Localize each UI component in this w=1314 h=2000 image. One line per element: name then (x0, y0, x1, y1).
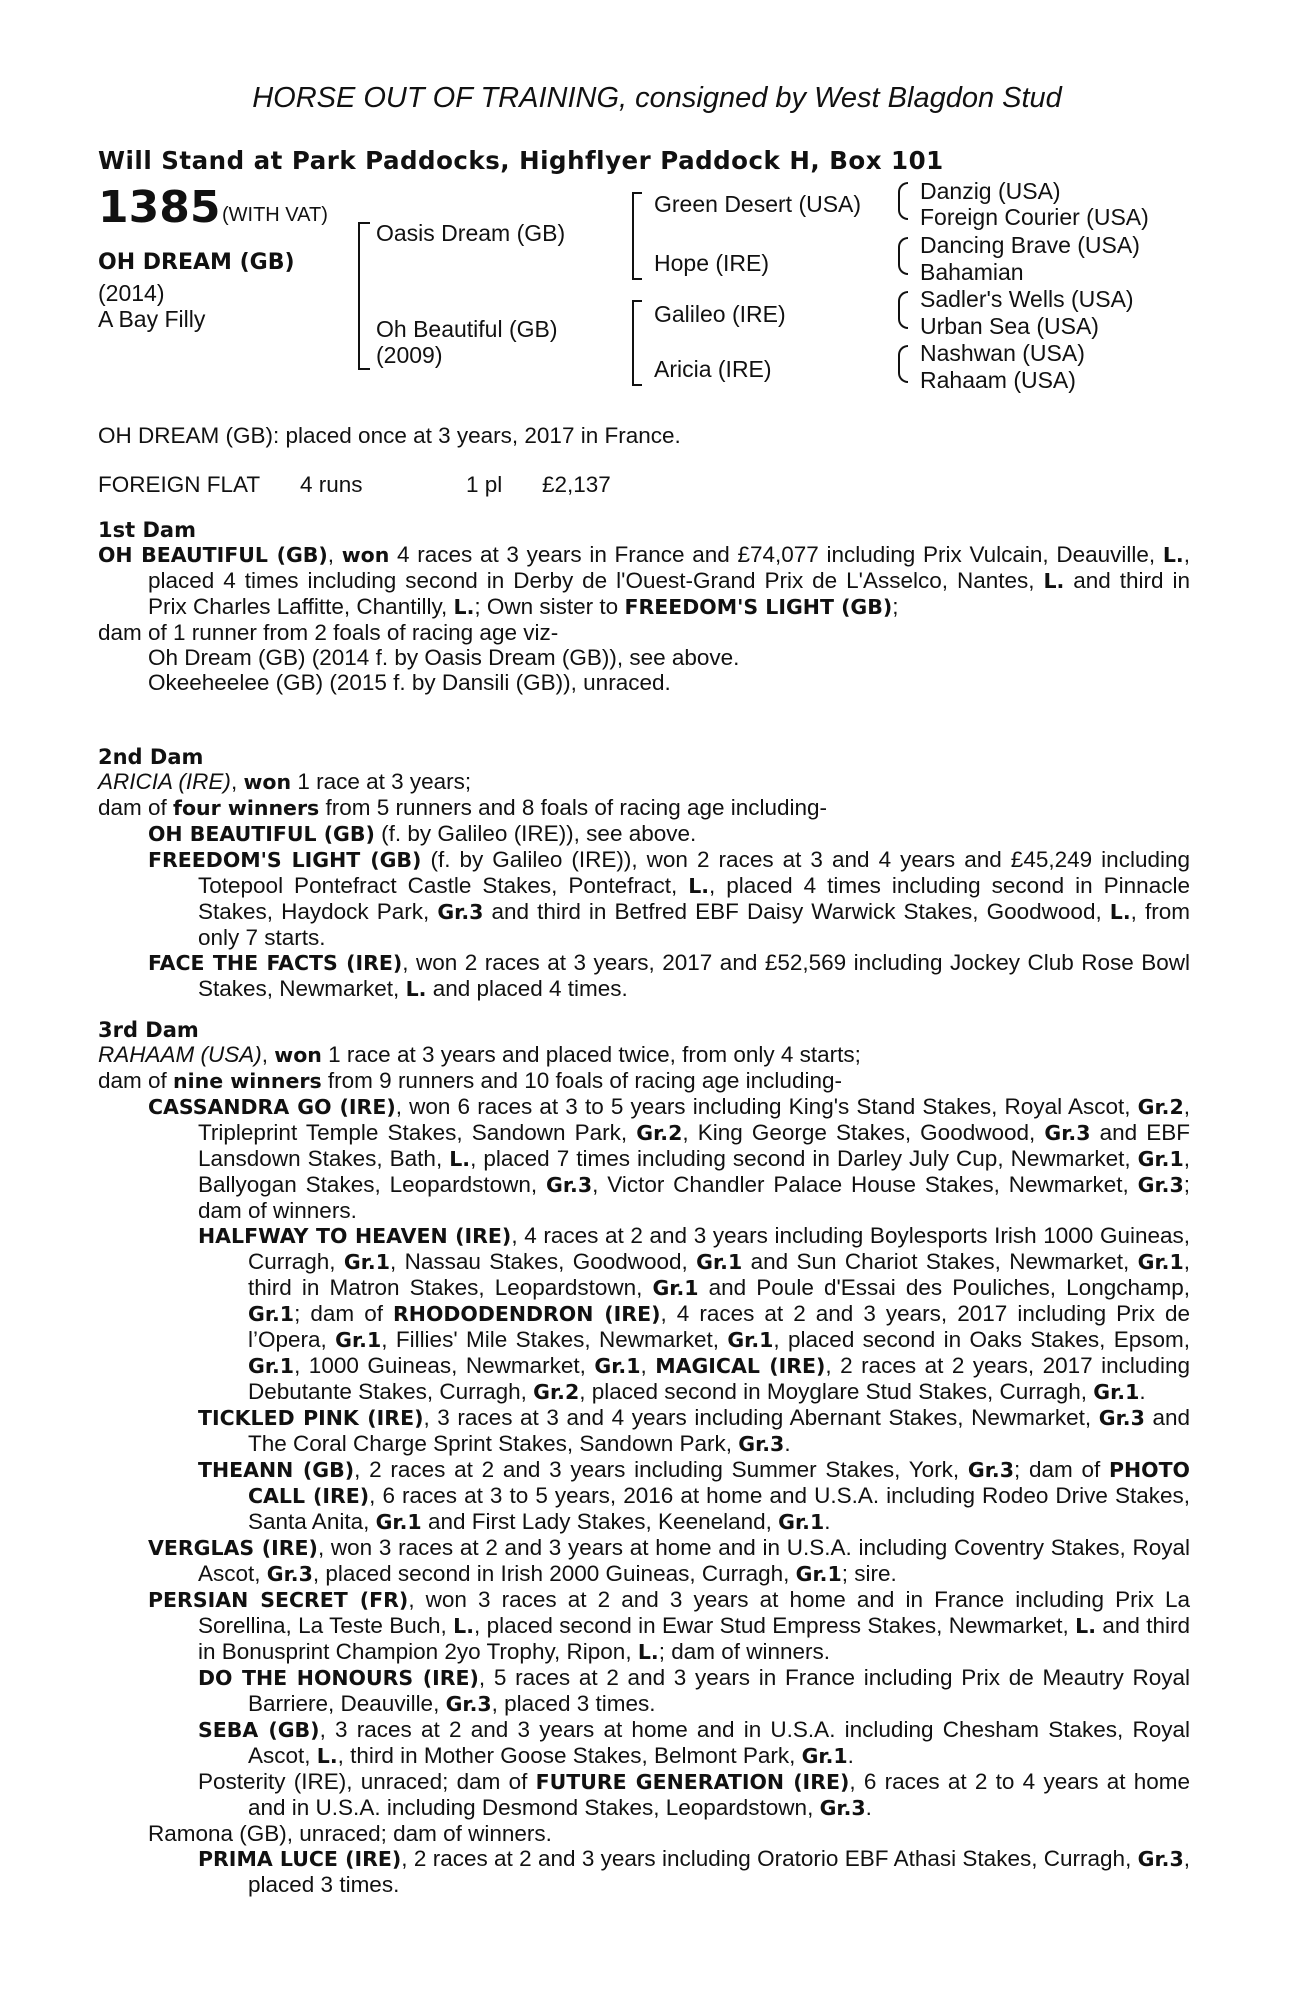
record-label: FOREIGN FLAT (98, 472, 261, 497)
pedigree-sire: Oasis Dream (GB) (376, 220, 566, 246)
progeny-seba: SEBA (GB), 3 races at 2 and 3 years at home and in U.S.A. including Chesham Stakes, Royal Ascot, L., third in Mother Goose Stakes, Belmont Park, Gr.1. (198, 1717, 1190, 1768)
pedigree-bracket-2 (632, 192, 642, 280)
third-dam-section (98, 1018, 1190, 1897)
horse-name: OH DREAM (GB) (98, 250, 295, 275)
third-dam-heading: 3rd Dam (98, 1018, 199, 1042)
pedigree-ggs-1: Danzig (USA) (920, 178, 1061, 204)
pedigree-ggs-3: Dancing Brave (USA) (920, 232, 1140, 258)
pedigree-ggs-8: Rahaam (USA) (920, 367, 1076, 393)
progeny-face-the-facts: FACE THE FACTS (IRE), won 2 races at 3 years, 2017 and £52,569 including Jockey Club Rose Bowl Stakes, Newmarket, L. and placed 4 times. (148, 950, 1190, 1001)
progeny-prima-luce: PRIMA LUCE (IRE), 2 races at 2 and 3 years including Oratorio EBF Athasi Stakes, Curragh, Gr.3, placed 3 times. (198, 1846, 1190, 1897)
progeny-tickled-pink: TICKLED PINK (IRE), 3 races at 3 and 4 years including Abernant Stakes, Newmarket, Gr.3 and The Coral Charge Sprint Stakes, Sandown Park, Gr.3. (198, 1405, 1191, 1456)
progeny-cassandra-go: CASSANDRA GO (IRE), won 6 races at 3 to 5 years including King's Stand Stakes, Royal Ascot, Gr.2, Tripleprint Temple Stakes, Sandown Park, Gr.2, King George Stakes, Goodwood, Gr.3 and EBF Lansdown Stakes, Bath, L., placed 7 times including second in Darley July Cup, Newmarket, Gr.1, Ballyogan Stakes, Leopardstown, Gr.3, Victor Chandler Palace House Stakes, Newmarket, Gr.3; dam of winners. (148, 1094, 1191, 1223)
pedigree-bracket-5 (898, 237, 908, 275)
progeny-oh-beautiful: OH BEAUTIFUL (GB) (f. by Galileo (IRE)), see above. (148, 821, 697, 846)
first-dam-record: OH BEAUTIFUL (GB), won 4 races at 3 years in France and £74,077 including Prix Vulcain, Deauville, L., placed 4 times including second in Derby de l'Ouest-Grand Prix de L'Asselco, Nantes, L. and third in Prix Charles Laffitte, Chantilly, L.; Own sister to FREEDOM'S LIGHT (GB); (98, 542, 1191, 619)
second-dam-name: ARICIA (IRE) (98, 769, 231, 794)
vat-note: (WITH VAT) (222, 204, 328, 226)
pedigree-bracket-7 (898, 345, 908, 383)
third-dam-record: RAHAAM (USA), won 1 race at 3 years and placed twice, from only 4 starts; (98, 1042, 861, 1067)
first-dam-heading: 1st Dam (98, 518, 196, 542)
third-dam-name: RAHAAM (USA) (98, 1042, 262, 1067)
horse-year: (2014) (98, 280, 165, 306)
pedigree-ggs-2: Foreign Courier (USA) (920, 204, 1149, 230)
pedigree-bracket-6 (898, 291, 908, 329)
second-dam-heading: 2nd Dam (98, 745, 204, 769)
pedigree-bracket-3 (632, 300, 642, 386)
first-dam-produce: dam of 1 runner from 2 foals of racing age viz- (98, 620, 559, 645)
record-placings: 1 pl (466, 472, 503, 497)
progeny-theann: THEANN (GB), 2 races at 2 and 3 years including Summer Stakes, York, Gr.3; dam of PHOTO CALL (IRE), 6 races at 3 to 5 years, 2016 at home and U.S.A. including Rodeo Drive Stakes, Santa Anita, Gr.1 and First Lady Stakes, Keeneland, Gr.1. (198, 1457, 1190, 1534)
pedigree-dam-year: (2009) (376, 342, 443, 368)
first-dam-section (98, 518, 1190, 695)
sale-location: Will Stand at Park Paddocks, Highflyer Paddock H, Box 101 (98, 146, 944, 175)
lot-number: 1385 (98, 182, 221, 233)
horse-description: A Bay Filly (98, 306, 206, 332)
pedigree-bracket-1 (358, 222, 370, 370)
progeny-posterity: Posterity (IRE), unraced; dam of FUTURE GENERATION (IRE), 6 races at 2 to 4 years at home and in U.S.A. including Desmond Stakes, Leopardstown, Gr.3. (198, 1769, 1191, 1820)
pedigree-ggs-6: Urban Sea (USA) (920, 313, 1099, 339)
pedigree-ggs-7: Nashwan (USA) (920, 340, 1085, 366)
record-runs: 4 runs (300, 472, 363, 497)
pedigree-grandsire-1: Green Desert (USA) (654, 191, 862, 217)
first-dam-foal-1: Oh Dream (GB) (2014 f. by Oasis Dream (GB)), see above. (148, 645, 740, 670)
progeny-do-the-honours: DO THE HONOURS (IRE), 5 races at 2 and 3 years in France including Prix de Meautry Royal Barriere, Deauville, Gr.3, placed 3 times. (198, 1665, 1190, 1716)
sister-name: FREEDOM'S LIGHT (GB) (624, 595, 893, 619)
pedigree-grandsire-4: Aricia (IRE) (654, 356, 772, 382)
record-prize: £2,137 (542, 472, 611, 497)
pedigree-bracket-4 (898, 182, 908, 220)
second-dam-section (98, 745, 1190, 1002)
first-dam-name: OH BEAUTIFUL (GB) (98, 543, 328, 567)
progeny-verglas: VERGLAS (IRE), won 3 races at 2 and 3 years at home and in U.S.A. including Coventry Stakes, Royal Ascot, Gr.3, placed second in Irish 2000 Guineas, Curragh, Gr.1; sire. (148, 1535, 1190, 1586)
progeny-persian-secret: PERSIAN SECRET (FR), won 3 races at 2 and 3 years at home and in France including Prix La Sorellina, La Teste Buch, L., placed second in Ewar Stud Empress Stakes, Newmarket, L. and third in Bonusprint Champion 2yo Trophy, Ripon, L.; dam of winners. (148, 1587, 1191, 1664)
pedigree-ggs-5: Sadler's Wells (USA) (920, 286, 1134, 312)
progeny-ramona: Ramona (GB), unraced; dam of winners. (148, 1821, 552, 1846)
second-dam-produce: dam of four winners from 5 runners and 8 foals of racing age including- (98, 795, 828, 820)
page-header: HORSE OUT OF TRAINING, consigned by West Blagdon Stud (252, 82, 1062, 114)
race-summary: OH DREAM (GB): placed once at 3 years, 2017 in France. (98, 423, 681, 448)
pedigree-grandsire-2: Hope (IRE) (654, 250, 770, 276)
pedigree-dam: Oh Beautiful (GB) (376, 316, 558, 342)
pedigree-grandsire-3: Galileo (IRE) (654, 301, 786, 327)
progeny-freedoms-light: FREEDOM'S LIGHT (GB) (f. by Galileo (IRE)), won 2 races at 3 and 4 years and £45,249 including Totepool Pontefract Castle Stakes, Pontefract, L., placed 4 times including second in Pinnacle Stakes, Haydock Park, Gr.3 and third in Betfred EBF Daisy Warwick Stakes, Goodwood, L., from only 7 starts. (148, 847, 1190, 950)
progeny-halfway-to-heaven: HALFWAY TO HEAVEN (IRE), 4 races at 2 and 3 years including Boylesports Irish 1000 Guineas, Curragh, Gr.1, Nassau Stakes, Goodwood, Gr.1 and Sun Chariot Stakes, Newmarket, Gr.1, third in Matron Stakes, Leopardstown, Gr.1 and Poule d'Essai des Pouliches, Longchamp, Gr.1; dam of RHODODENDRON (IRE), 4 races at 2 and 3 years, 2017 including Prix de l’Opera, Gr.1, Fillies' Mile Stakes, Newmarket, Gr.1, placed second in Oaks Stakes, Epsom, Gr.1, 1000 Guineas, Newmarket, Gr.1, MAGICAL (IRE), 2 races at 2 years, 2017 including Debutante Stakes, Curragh, Gr.2, placed second in Moyglare Stud Stakes, Curragh, Gr.1. (198, 1223, 1190, 1404)
second-dam-record: ARICIA (IRE), won 1 race at 3 years; (98, 769, 472, 794)
pedigree-ggs-4: Bahamian (920, 259, 1024, 285)
first-dam-foal-2: Okeeheelee (GB) (2015 f. by Dansili (GB)), unraced. (148, 670, 671, 695)
third-dam-produce: dam of nine winners from 9 runners and 10 foals of racing age including- (98, 1068, 842, 1093)
